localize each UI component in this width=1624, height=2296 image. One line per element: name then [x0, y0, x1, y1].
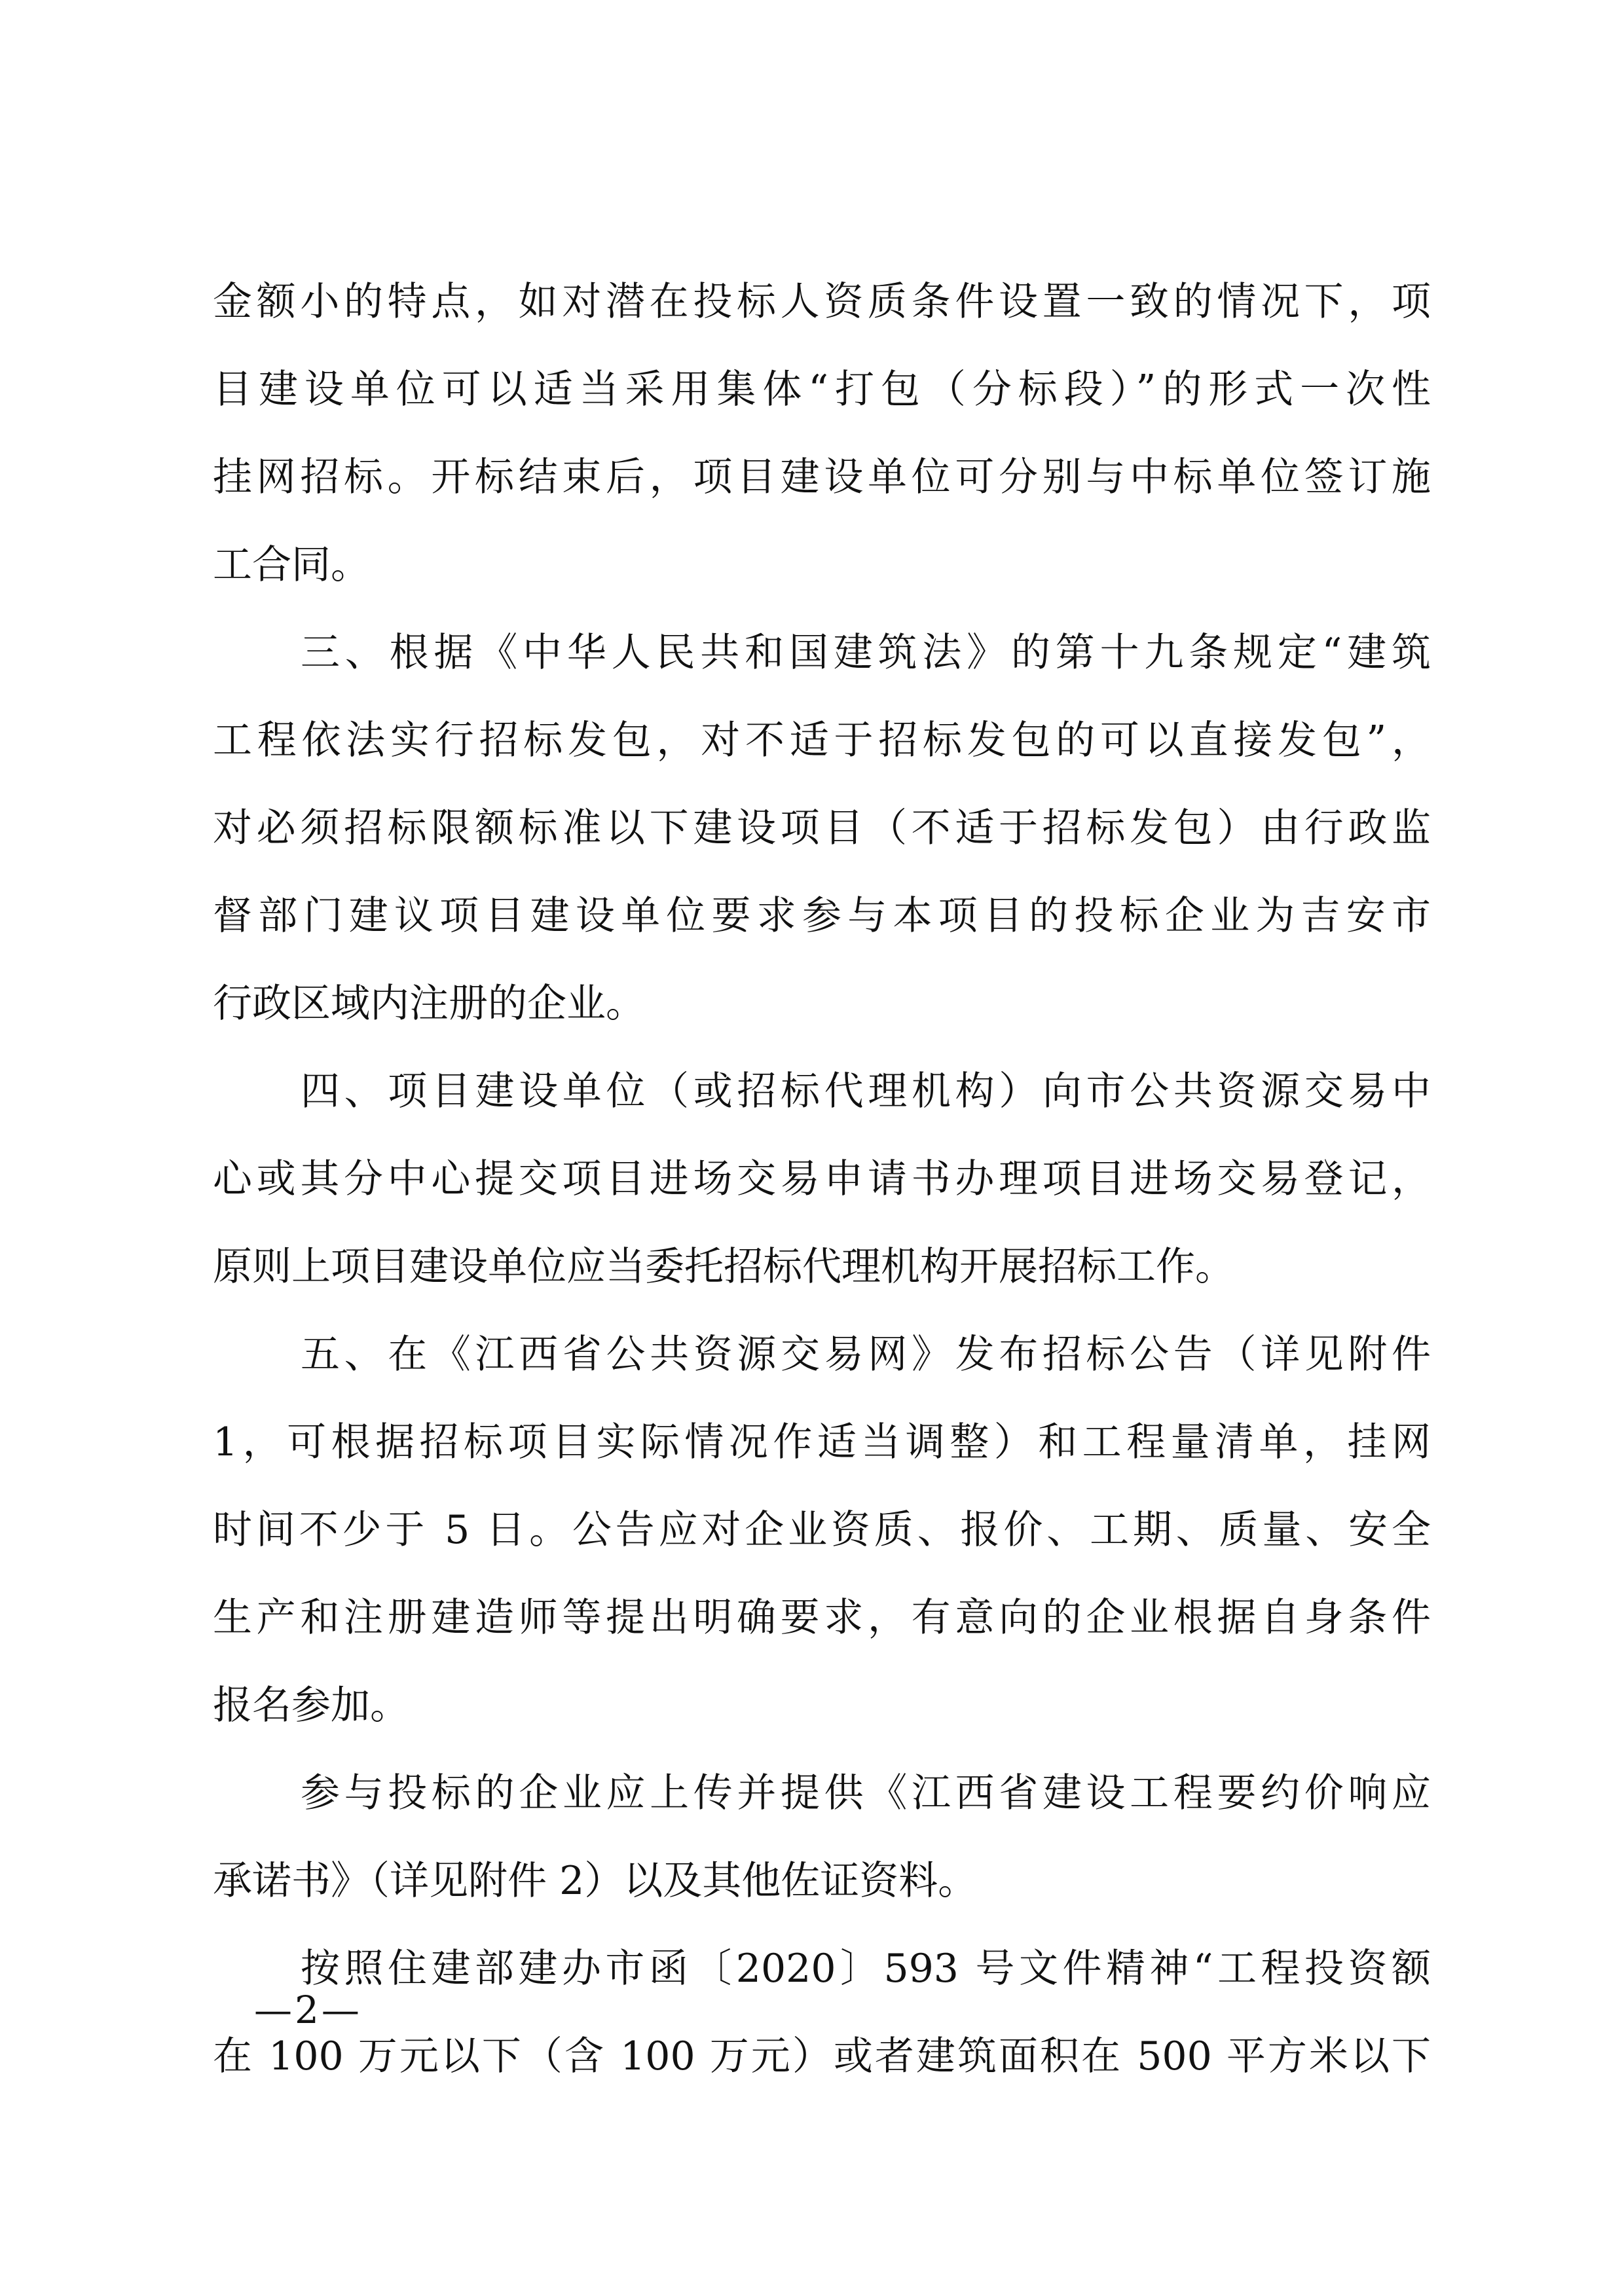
- paragraph-bidders-start: 参与投标的企业应上传并提供《江西省建设工程要约价响应: [301, 1770, 1431, 1816]
- text-line: 对必须招标限额标准以下建设项目（不适于招标发包）由行政监: [213, 805, 1431, 851]
- text-line: 工程依法实行招标发包，对不适于招标发包的可以直接发包”，: [213, 718, 1431, 763]
- text-line: 目建设单位可以适当采用集体“打包（分标段）”的形式一次性: [213, 367, 1431, 412]
- text-line: 挂网招标。开标结束后，项目建设单位可分别与中标单位签订施: [213, 454, 1431, 500]
- text-line: 工合同。: [213, 542, 370, 588]
- text-line: 督部门建议项目建设单位要求参与本项目的投标企业为吉安市: [213, 893, 1431, 939]
- text-line: 心或其分中心提交项目进场交易申请书办理项目进场交易登记，: [213, 1156, 1431, 1202]
- paragraph-four-start: 四、项目建设单位（或招标代理机构）向市公共资源交易中: [301, 1068, 1431, 1114]
- paragraph-five-start: 五、在《江西省公共资源交易网》发布招标公告（详见附件: [301, 1332, 1431, 1377]
- paragraph-three-start: 三、根据《中华人民共和国建筑法》的第十九条规定“建筑: [301, 630, 1431, 676]
- text-line: 原则上项目建设单位应当委托招标代理机构开展招标工作。: [213, 1244, 1234, 1290]
- text-line: 金额小的特点，如对潜在投标人资质条件设置一致的情况下，项: [213, 279, 1431, 325]
- text-line: 在 100 万元以下（含 100 万元）或者建筑面积在 500 平方米以下: [213, 2033, 1431, 2079]
- body-text: [213, 258, 1431, 2100]
- page-number: —2—: [254, 1988, 362, 2032]
- text-line: 承诺书》（详见附件 2）以及其他佐证资料。: [213, 1858, 978, 1904]
- paragraph-ministry-start: 按照住建部建办市函〔2020〕593 号文件精神“工程投资额: [301, 1946, 1431, 1992]
- text-line: 行政区域内注册的企业。: [213, 981, 645, 1027]
- text-line: 报名参加。: [213, 1683, 409, 1728]
- text-line: 1，可根据招标项目实际情况作适当调整）和工程量清单，挂网: [213, 1419, 1431, 1465]
- text-line: 生产和注册建造师等提出明确要求，有意向的企业根据自身条件: [213, 1595, 1431, 1641]
- text-line: 时间不少于 5 日。公告应对企业资质、报价、工期、质量、安全: [213, 1507, 1431, 1553]
